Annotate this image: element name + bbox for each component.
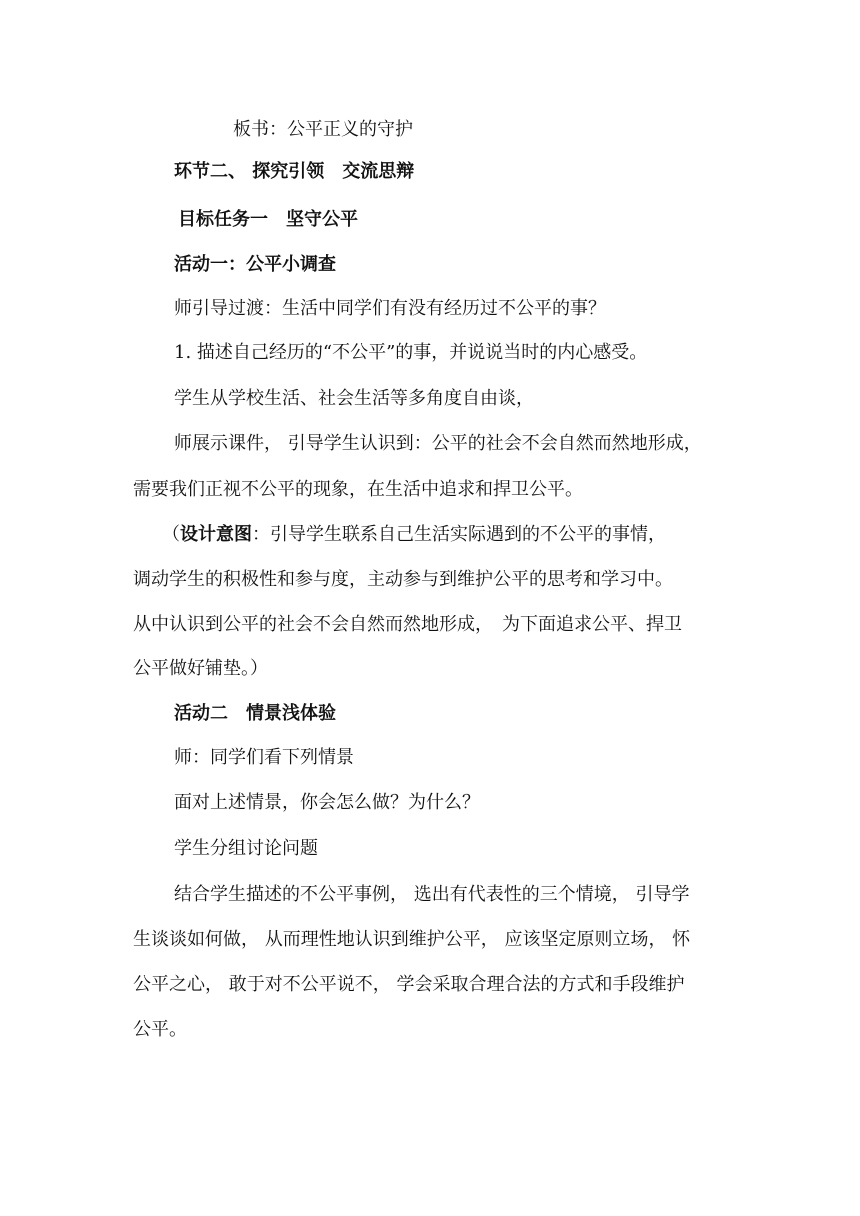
group-discussion: 学生分组讨论问题 bbox=[174, 838, 318, 859]
activity1-item1: 1. 描述自己经历的“不公平”的事，并说说当时的内心感受。 bbox=[174, 342, 648, 363]
section-heading: 环节二、 探究引领 交流思辩 bbox=[174, 161, 415, 182]
teacher-transition: 师引导过渡：生活中同学们有没有经历过不公平的事？ bbox=[174, 298, 606, 319]
activity2-heading: 活动二 情景浅体验 bbox=[174, 703, 336, 724]
board-note: 板书：公平正义的守护 bbox=[233, 119, 413, 140]
students-talk: 学生从学校生活、社会生活等多角度自由谈， bbox=[174, 388, 534, 409]
target-task-heading: 目标任务一 坚守公平 bbox=[178, 209, 358, 230]
design-intent-line2: 调动学生的积极性和参与度，主动参与到维护公平的思考和学习中。 bbox=[133, 569, 673, 590]
design-intent-line3: 从中认识到公平的社会不会自然而然地形成， 为下面追求公平、捍卫 bbox=[133, 614, 682, 635]
summary-line3: 公平之心， 敢于对不公平说不， 学会采取合理合法的方式和手段维护 bbox=[133, 974, 685, 995]
summary-line4: 公平。 bbox=[133, 1019, 187, 1040]
design-intent-text: ：引导学生联系自己生活实际遇到的不公平的事情， bbox=[252, 524, 666, 545]
activity1-heading: 活动一：公平小调查 bbox=[174, 254, 336, 275]
design-open-paren: （ bbox=[162, 524, 180, 545]
design-intent-label: 设计意图 bbox=[180, 524, 252, 545]
summary-line2: 生谈谈如何做， 从而理性地认识到维护公平， 应该坚定原则立场， 怀 bbox=[133, 929, 691, 950]
summary-line1: 结合学生描述的不公平事例， 选出有代表性的三个情境， 引导学 bbox=[174, 884, 690, 905]
teacher-show-line1: 师展示课件， 引导学生认识到：公平的社会不会自然而然地形成， bbox=[174, 433, 702, 454]
design-intent-line1 bbox=[162, 523, 666, 547]
teacher-show-line2: 需要我们正视不公平的现象，在生活中追求和捍卫公平。 bbox=[133, 479, 583, 500]
design-intent-line4: 公平做好铺垫。） bbox=[133, 658, 268, 679]
scenario-question: 面对上述情景，你会怎么做？为什么？ bbox=[174, 792, 480, 813]
teacher-prompt: 师：同学们看下列情景 bbox=[174, 747, 354, 768]
